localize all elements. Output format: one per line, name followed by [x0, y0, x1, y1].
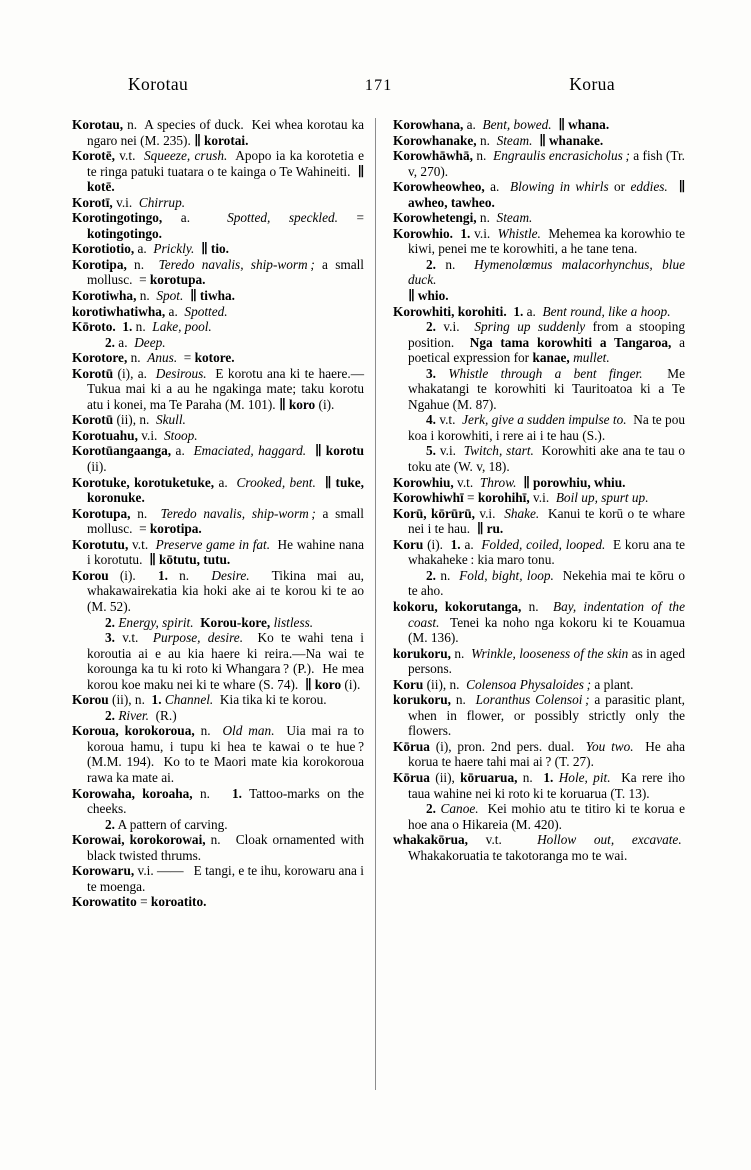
dictionary-entry: 2. v.i. Spring up suddenly from a stooping position. Nga tama korowhiti a Tangaroa, a poetical expression for kanae, mullet. [408, 319, 685, 366]
dictionary-entry: Korowatito = koroatito. [72, 894, 207, 910]
dictionary-entry: Korotiwha, n. Spot. ∥ tiwha. [72, 288, 235, 304]
dictionary-entry: Korotuahu, v.i. Stoop. [72, 427, 198, 443]
dictionary-entry: korukoru, n. Wrinkle, looseness of the skin as in aged persons. [393, 645, 685, 677]
dictionary-entry: Korou (i). 1. n. Desire. Tikina mai au, whakawairekatia kia hoki ake ai te korou ki te ao (M. 52). [72, 567, 364, 614]
dictionary-entry: Korowhiwhī = korohihī, v.i. Boil up, spurt up. [393, 490, 649, 506]
dictionary-entry: 4. v.t. Jerk, give a sudden impulse to. Na te pou koa i korowhiti, i rere ai i te hau (S.). [408, 412, 685, 443]
dictionary-entry: kokoru, kokorutanga, n. Bay, indentation of the coast. Tenei ka noho nga kokoru ki te Kouamua (M. 136). [393, 598, 685, 646]
dictionary-entry: Korotuke, korotuketuke, a. Crooked, bent. ∥ tuke, koronuke. [72, 474, 364, 506]
dictionary-entry: Korotore, n. Anus. = kotore. [72, 350, 235, 366]
dictionary-entry: Korotipa, n. Teredo navalis, ship-worm ; a small mollusc. = korotupa. [72, 256, 364, 288]
dictionary-entry: Korotiotio, a. Prickly. ∥ tio. [72, 241, 229, 257]
dictionary-entry: Korotūangaanga, a. Emaciated, haggard. ∥ korotu (ii). [72, 443, 364, 475]
dictionary-entry: 2. n. Fold, bight, loop. Nekehia mai te kōru o te aho. [408, 567, 685, 599]
running-head-left-word: Korotau [128, 74, 189, 94]
dictionary-entry: 3. v.t. Purpose, desire. Ko te wahi tena i koroutia ai e au kia haere ki reira.—Na wai te korounga ka tu ki roto ki Whangara ? (P.). He mea korou koe maku nei ki te whare (S. 74). ∥ koro (i). [87, 630, 365, 692]
dictionary-entry: Korotutu, v.t. Preserve game in fat. He wahine nana i korotutu. ∥ kōtutu, tutu. [72, 536, 364, 568]
dictionary-entry: Korū, kōrūrū, v.i. Shake. Kanui te korū o te whare nei i te hau. ∥ ru. [393, 505, 686, 537]
dictionary-entry: Korowaha, koroaha, n. 1. Tattoo-marks on the cheeks. [72, 785, 364, 817]
dictionary-entry: Korowai, korokorowai, n. Cloak ornamented with black twisted thrums. [72, 832, 364, 863]
dictionary-entry: Korowaru, v.i. —— E tangi, e te ihu, korowaru ana i te moenga. [72, 863, 364, 894]
dictionary-entry: 2. A pattern of carving. [105, 816, 228, 832]
dictionary-entry: whakakōrua, v.t. Hollow out, excavate. Whakakoruatia te takotoranga mo te wai. [393, 832, 685, 863]
dictionary-entry: Korotī, v.i. Chirrup. [72, 194, 186, 210]
dictionary-entry: Koroua, korokoroua, n. Old man. Uia mai ra to koroua hamu, i tupu ki hea te kawai o te hue ? (M.M. 194). Ko to te Maori mate kia korokoroua rawa ka mate ai. [72, 723, 364, 785]
dictionary-entry: Korotū (ii), n. Skull. [72, 412, 186, 428]
dictionary-entry: Koru (ii), n. Colensoa Physaloides ; a plant. [393, 676, 634, 692]
dictionary-entry: Korotingotingo, a. Spotted, speckled. = kotingotingo. [72, 210, 364, 241]
dictionary-entry: korukoru, n. Loranthus Colensoi ; a parasitic plant, when in flower, or possibly strictly only the flowers. [393, 692, 685, 739]
dictionary-entry: Korowhana, a. Bent, bowed. ∥ whana. [393, 117, 610, 132]
dictionary-entry: Korotū (i), a. Desirous. E korotu ana ki te haere.—Tukua mai ki a au he ngakinga mate; taku korotu atu i konei, ma Te Paraha (M. 101). ∥ koro (i). [72, 365, 364, 412]
dictionary-entry: Korowhāwhā, n. Engraulis encrasicholus ; a fish (Tr. v, 270). [393, 148, 685, 179]
page-number: 171 [364, 77, 393, 94]
dictionary-entry: 3. Whistle through a bent finger. Me whakatangi te korowhiti ki Tauritoatoa ki a Te Ngahue (M. 87). [408, 365, 686, 412]
dictionary-entry: Kōrua (i), pron. 2nd pers. dual. You two. He aha korua te haere tahi mai ai ? (T. 27). [393, 738, 685, 770]
dictionary-entry: Korowhiti, korohiti. 1. a. Bent round, like a hoop. [393, 303, 671, 319]
left-column [72, 117, 364, 910]
dictionary-entry: 2. Canoe. Kei mohio atu te titiro ki te korua e hoe ana o Hikareia (M. 420). [408, 801, 685, 832]
dictionary-entry: Korowhanake, n. Steam. ∥ whanake. [393, 132, 604, 148]
dictionary-entry: korotiwhatiwha, a. Spotted. [72, 303, 228, 319]
dictionary-entry: 2. Energy, spirit. Korou-kore, listless. [105, 614, 314, 630]
running-head [72, 74, 685, 100]
dictionary-entry: Korotau, n. A species of duck. Kei whea korotau ka ngaro nei (M. 235). ∥ korotai. [72, 117, 364, 148]
dictionary-entry: Korowhetengi, n. Steam. [393, 210, 533, 226]
dictionary-entry: Korotupa, n. Teredo navalis, ship-worm ; a small mollusc. = korotipa. [72, 505, 364, 537]
dictionary-entry: 5. v.i. Twitch, start. Korowhiti ake ana te tau o toku ate (W. v, 18). [408, 443, 686, 475]
dictionary-entry: 2. a. Deep. [105, 334, 166, 350]
dictionary-entry: Korou (ii), n. 1. Channel. Kia tika ki te korou. [72, 692, 327, 708]
right-column [393, 117, 685, 863]
dictionary-entry: Korotē, v.t. Squeeze, crush. Apopo ia ka korotetia e te ringa patuki tuatara o te kainga o Te Wahineiti. ∥ kotē. [72, 148, 364, 195]
dictionary-entry: Kōrua (ii), kōruarua, n. 1. Hole, pit. Ka rere iho taua wahine nei ki roto ki te koruarua (T. 13). [393, 769, 685, 801]
running-head-right-word: Korua [569, 74, 615, 94]
column-divider-rule [375, 118, 376, 1090]
dictionary-entry: Kōroto. 1. n. Lake, pool. [72, 319, 212, 335]
dictionary-entry: Korowhiu, v.t. Throw. ∥ porowhiu, whiu. [393, 474, 626, 490]
dictionary-entry: 2. River. (R.) [105, 707, 177, 723]
dictionary-entry: Koru (i). 1. a. Folded, coiled, looped. E koru ana te whakaheke : kia maro tonu. [393, 536, 685, 568]
dictionary-entry: Korowheowheo, a. Blowing in whirls or eddies. ∥ awheo, tawheo. [393, 179, 686, 210]
dictionary-entry: 2. n. Hymenolœmus malacorhynchus, blue duck. [408, 256, 686, 288]
dictionary-entry: ∥ whio. [408, 288, 449, 304]
dictionary-entry: Korowhio. 1. v.i. Whistle. Mehemea ka korowhio te kiwi, penei me te korowhiti, a he tane tena. [393, 225, 685, 257]
